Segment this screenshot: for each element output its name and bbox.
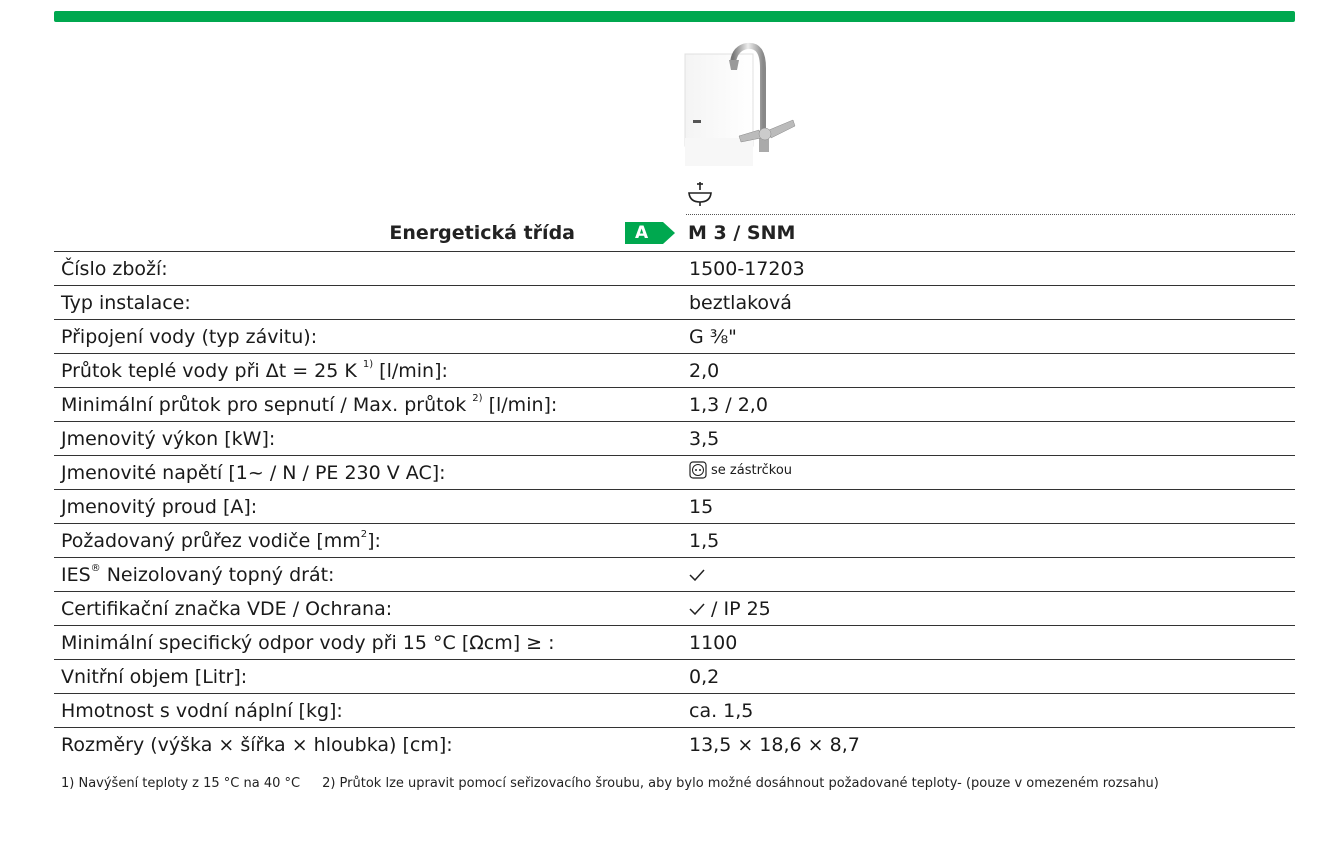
row-value: 15	[687, 490, 1295, 524]
row-label: Rozměry (výška × šířka × hloubka) [cm]:	[54, 728, 687, 762]
row-value	[687, 558, 1295, 592]
table-row	[54, 354, 1295, 388]
table-row	[54, 592, 1295, 626]
row-label: IES® Neizolovaný topný drát:	[54, 558, 687, 592]
product-image	[683, 38, 798, 166]
row-label: Jmenovitý proud [A]:	[54, 490, 687, 524]
row-value: 2,0	[687, 354, 1295, 388]
table-row	[54, 728, 1295, 762]
row-value: 3,5	[687, 422, 1295, 456]
row-label: Minimální průtok pro sepnutí / Max. průtok $^{2)}$ [l/min]:	[54, 388, 687, 422]
footnotes	[61, 776, 1181, 791]
row-value: / IP 25	[687, 592, 1295, 626]
row-value: 1100	[687, 626, 1295, 660]
table-row	[54, 524, 1295, 558]
row-value: 1,5	[687, 524, 1295, 558]
table-row	[54, 660, 1295, 694]
row-label: Minimální specifický odpor vody při 15 °C [Ωcm] ≥ :	[54, 626, 687, 660]
plug-icon	[689, 461, 707, 479]
row-value: 0,2	[687, 660, 1295, 694]
row-label: Průtok teplé vody při Δt = 25 K $^{1)}$ [l/min]:	[54, 354, 687, 388]
plug-value-text: se zástrčkou	[711, 462, 793, 478]
row-label: Certifikační značka VDE / Ochrana:	[54, 592, 687, 626]
dotted-divider	[686, 214, 1295, 215]
check-icon	[689, 569, 705, 581]
header-row	[54, 220, 1295, 250]
row-value: 13,5 × 18,6 × 8,7	[687, 728, 1295, 762]
energy-class-badge	[625, 222, 675, 244]
energy-class-label: Energetická třída	[389, 222, 575, 244]
spec-table	[54, 251, 1295, 761]
row-label: Číslo zboží:	[54, 252, 687, 286]
model-name: M 3 / SNM	[688, 222, 796, 244]
table-row	[54, 626, 1295, 660]
footnote-1: 1) Navýšení teploty z 15 °C na 40 °C	[61, 776, 301, 791]
row-value: beztlaková	[687, 286, 1295, 320]
row-value: ca. 1,5	[687, 694, 1295, 728]
row-label: Jmenovitý výkon [kW]:	[54, 422, 687, 456]
row-value: 1,3 / 2,0	[687, 388, 1295, 422]
table-row	[54, 422, 1295, 456]
row-value: G ⅜"	[687, 320, 1295, 354]
row-label: Připojení vody (typ závitu):	[54, 320, 687, 354]
row-label: Hmotnost s vodní náplní [kg]:	[54, 694, 687, 728]
row-value: 1500-17203	[687, 252, 1295, 286]
footnote-2: 2) Průtok lze upravit pomocí seřizovacího šroubu, aby bylo možné dosáhnout požadované teploty- (pouze v omezeném rozsahu)	[322, 776, 1159, 791]
energy-class-letter: A	[635, 223, 649, 243]
row-label: Jmenovité napětí [1~ / N / PE 230 V AC]:	[54, 456, 687, 490]
check-icon	[689, 603, 705, 615]
table-row	[54, 558, 1295, 592]
row-value	[687, 456, 1295, 490]
row-label: Vnitřní objem [Litr]:	[54, 660, 687, 694]
row-label: Požadovaný průřez vodiče $[mm^2]$:	[54, 524, 687, 558]
table-row	[54, 694, 1295, 728]
table-row	[54, 286, 1295, 320]
row-label: Typ instalace:	[54, 286, 687, 320]
table-row	[54, 252, 1295, 286]
top-accent-bar	[54, 11, 1295, 22]
table-row	[54, 490, 1295, 524]
sink-icon	[686, 180, 714, 208]
table-row	[54, 388, 1295, 422]
table-row	[54, 320, 1295, 354]
table-row	[54, 456, 1295, 490]
